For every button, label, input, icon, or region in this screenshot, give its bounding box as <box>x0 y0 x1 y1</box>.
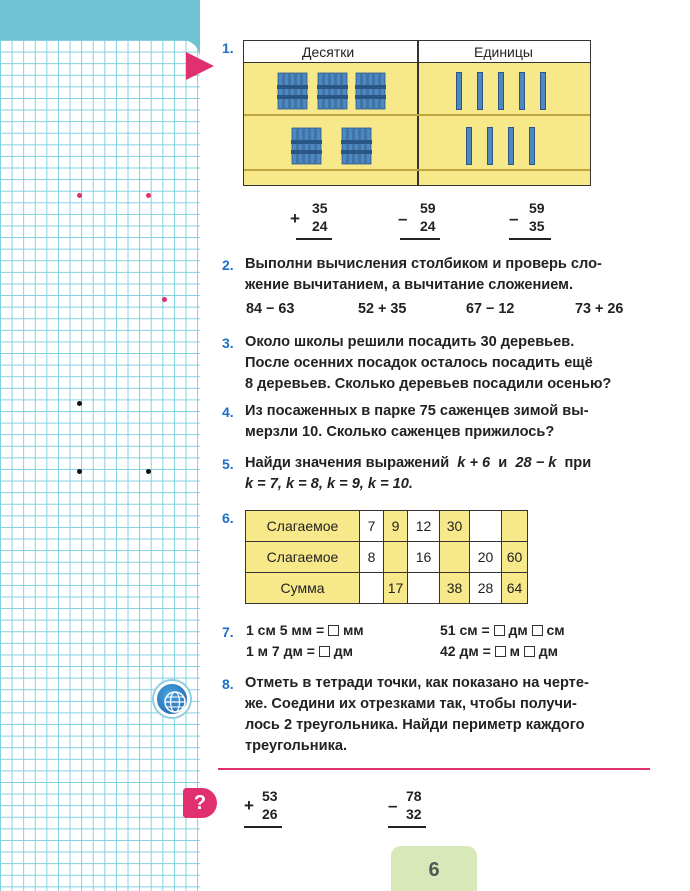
text-fragment: дм <box>333 643 353 659</box>
text-line: 8 деревьев. Сколько деревьев посадили осенью? <box>245 376 612 392</box>
expression: 67 − 12 <box>466 301 515 317</box>
table-cell <box>384 542 408 573</box>
task-number: 1. <box>222 40 234 56</box>
text-fragment: дм <box>508 622 528 638</box>
question-marker-icon: ? <box>183 788 217 818</box>
tens-bundle-icon <box>316 71 352 111</box>
table-cell: 7 <box>360 511 384 542</box>
text-line: После осенних посадок осталось посадить ещё <box>245 355 593 371</box>
grid-dot <box>77 469 82 474</box>
header-units: Единицы <box>474 44 533 60</box>
grid-paper-panel <box>0 40 200 891</box>
text-fragment: 51 см = <box>440 622 490 638</box>
op-bottom: 35 <box>529 218 545 234</box>
table-cell: 64 <box>502 573 528 604</box>
op-bottom: 26 <box>262 806 278 822</box>
column-operation <box>509 200 559 244</box>
answer-box <box>328 625 339 636</box>
answer-box <box>495 646 506 657</box>
conversion-item <box>246 622 364 638</box>
conversion-item <box>440 643 558 659</box>
table-cell: 9 <box>384 511 408 542</box>
row-label: Сумма <box>246 573 360 604</box>
shelf-line <box>244 114 590 116</box>
table-cell: 28 <box>470 573 502 604</box>
answer-box <box>524 646 535 657</box>
op-bottom: 24 <box>420 218 436 234</box>
text-line: жение вычитанием, а вычитание сложением. <box>245 277 574 293</box>
op-sign: – <box>398 209 408 228</box>
table-cell: 30 <box>440 511 470 542</box>
op-top: 35 <box>312 200 328 216</box>
task-number: 7. <box>222 624 234 640</box>
task-number: 5. <box>222 456 234 472</box>
globe-icon[interactable] <box>154 681 190 717</box>
op-line <box>296 238 332 240</box>
expression: 28 − k <box>515 455 557 471</box>
table-row <box>246 511 528 542</box>
text-line: Выполни вычисления столбиком и проверь сло- <box>245 256 602 272</box>
table-cell: 20 <box>470 542 502 573</box>
text-fragment: дм <box>538 643 558 659</box>
table-cell: 60 <box>502 542 528 573</box>
conversion-item <box>440 622 565 638</box>
text-fragment: 1 см 5 мм = <box>246 622 325 638</box>
text-line: Отметь в тетради точки, как показано на черте- <box>245 675 589 691</box>
section-divider <box>218 768 650 770</box>
text-fragment: при <box>564 455 592 471</box>
unit-stick-icon <box>508 127 514 165</box>
new-topic-marker-icon <box>186 52 214 80</box>
text-fragment: см <box>546 622 565 638</box>
task-number: 3. <box>222 335 234 351</box>
place-value-table <box>243 40 591 186</box>
column-operation <box>388 788 438 832</box>
unit-stick-icon <box>487 127 493 165</box>
tens-bundle-icon <box>276 71 312 111</box>
expression: 52 + 35 <box>358 301 407 317</box>
grid-dot <box>146 469 151 474</box>
table-cell <box>470 511 502 542</box>
column-divider <box>417 41 419 185</box>
table-row <box>246 542 528 573</box>
table-cell: 17 <box>384 573 408 604</box>
row-label: Слагаемое <box>246 542 360 573</box>
grid-dot <box>77 193 82 198</box>
column-operation <box>244 788 294 832</box>
header-tens: Десятки <box>302 44 355 60</box>
column-operation <box>398 200 448 244</box>
task-number: 6. <box>222 510 234 526</box>
text-fragment: мм <box>342 622 364 638</box>
op-top: 59 <box>420 200 436 216</box>
op-top: 59 <box>529 200 545 216</box>
tens-bundle-icon <box>354 71 390 111</box>
op-sign: – <box>388 796 398 815</box>
table-cell <box>408 573 440 604</box>
task-text <box>245 453 655 495</box>
conversion-item <box>246 643 353 659</box>
row-label: Слагаемое <box>246 511 360 542</box>
answer-box <box>532 625 543 636</box>
text-line: же. Соедини их отрезками так, чтобы получи- <box>245 696 577 712</box>
op-sign: – <box>509 209 519 228</box>
text-fragment: м <box>509 643 520 659</box>
text-fragment: и <box>498 455 508 471</box>
task-number: 8. <box>222 676 234 692</box>
task-text <box>245 254 655 296</box>
unit-stick-icon <box>519 72 525 110</box>
op-line <box>244 826 282 828</box>
table-cell <box>440 542 470 573</box>
table-cell <box>502 511 528 542</box>
shelf-line <box>244 169 590 171</box>
unit-stick-icon <box>456 72 462 110</box>
task-text <box>245 673 655 757</box>
answer-box <box>494 625 505 636</box>
page-number: 6 <box>391 846 477 891</box>
task-number: 2. <box>222 257 234 273</box>
unit-stick-icon <box>498 72 504 110</box>
unit-stick-icon <box>529 127 535 165</box>
text-fragment: 42 дм = <box>440 643 491 659</box>
unit-stick-icon <box>466 127 472 165</box>
op-line <box>400 238 440 240</box>
table-cell: 12 <box>408 511 440 542</box>
op-bottom: 32 <box>406 806 422 822</box>
op-top: 53 <box>262 788 278 804</box>
table-cell: 38 <box>440 573 470 604</box>
op-line <box>509 238 551 240</box>
table-row <box>246 573 528 604</box>
table-cell: 16 <box>408 542 440 573</box>
text-fragment: 1 м 7 дм = <box>246 643 315 659</box>
text-line: лось 2 треугольника. Найди периметр каждого <box>245 717 585 733</box>
tens-bundle-icon <box>290 126 326 166</box>
table-cell <box>360 573 384 604</box>
text-line: Около школы решили посадить 30 деревьев. <box>245 334 575 350</box>
grid-dot <box>77 401 82 406</box>
text-line: k = 7, k = 8, k = 9, k = 10. <box>245 476 413 492</box>
expression: 73 + 26 <box>575 301 624 317</box>
task-text <box>245 401 655 443</box>
op-bottom: 24 <box>312 218 328 234</box>
op-sign: + <box>290 209 300 228</box>
text-line <box>245 453 655 474</box>
column-operation <box>290 200 340 244</box>
unit-stick-icon <box>540 72 546 110</box>
op-line <box>388 826 426 828</box>
text-line: треугольника. <box>245 738 348 754</box>
op-sign: + <box>244 796 254 815</box>
text-line: мерзли 10. Сколько саженцев прижилось? <box>245 424 555 440</box>
expression: k + 6 <box>457 455 491 471</box>
text-line: Из посаженных в парке 75 саженцев зимой вы- <box>245 403 589 419</box>
answer-box <box>319 646 330 657</box>
tens-bundle-icon <box>340 126 376 166</box>
expression: 84 − 63 <box>246 301 295 317</box>
grid-dot <box>162 297 167 302</box>
unit-stick-icon <box>477 72 483 110</box>
op-top: 78 <box>406 788 422 804</box>
text-fragment: Найди значения выражений <box>245 455 450 471</box>
sum-table <box>245 510 528 604</box>
grid-dot <box>146 193 151 198</box>
task-text <box>245 332 655 395</box>
task-number: 4. <box>222 404 234 420</box>
table-cell: 8 <box>360 542 384 573</box>
